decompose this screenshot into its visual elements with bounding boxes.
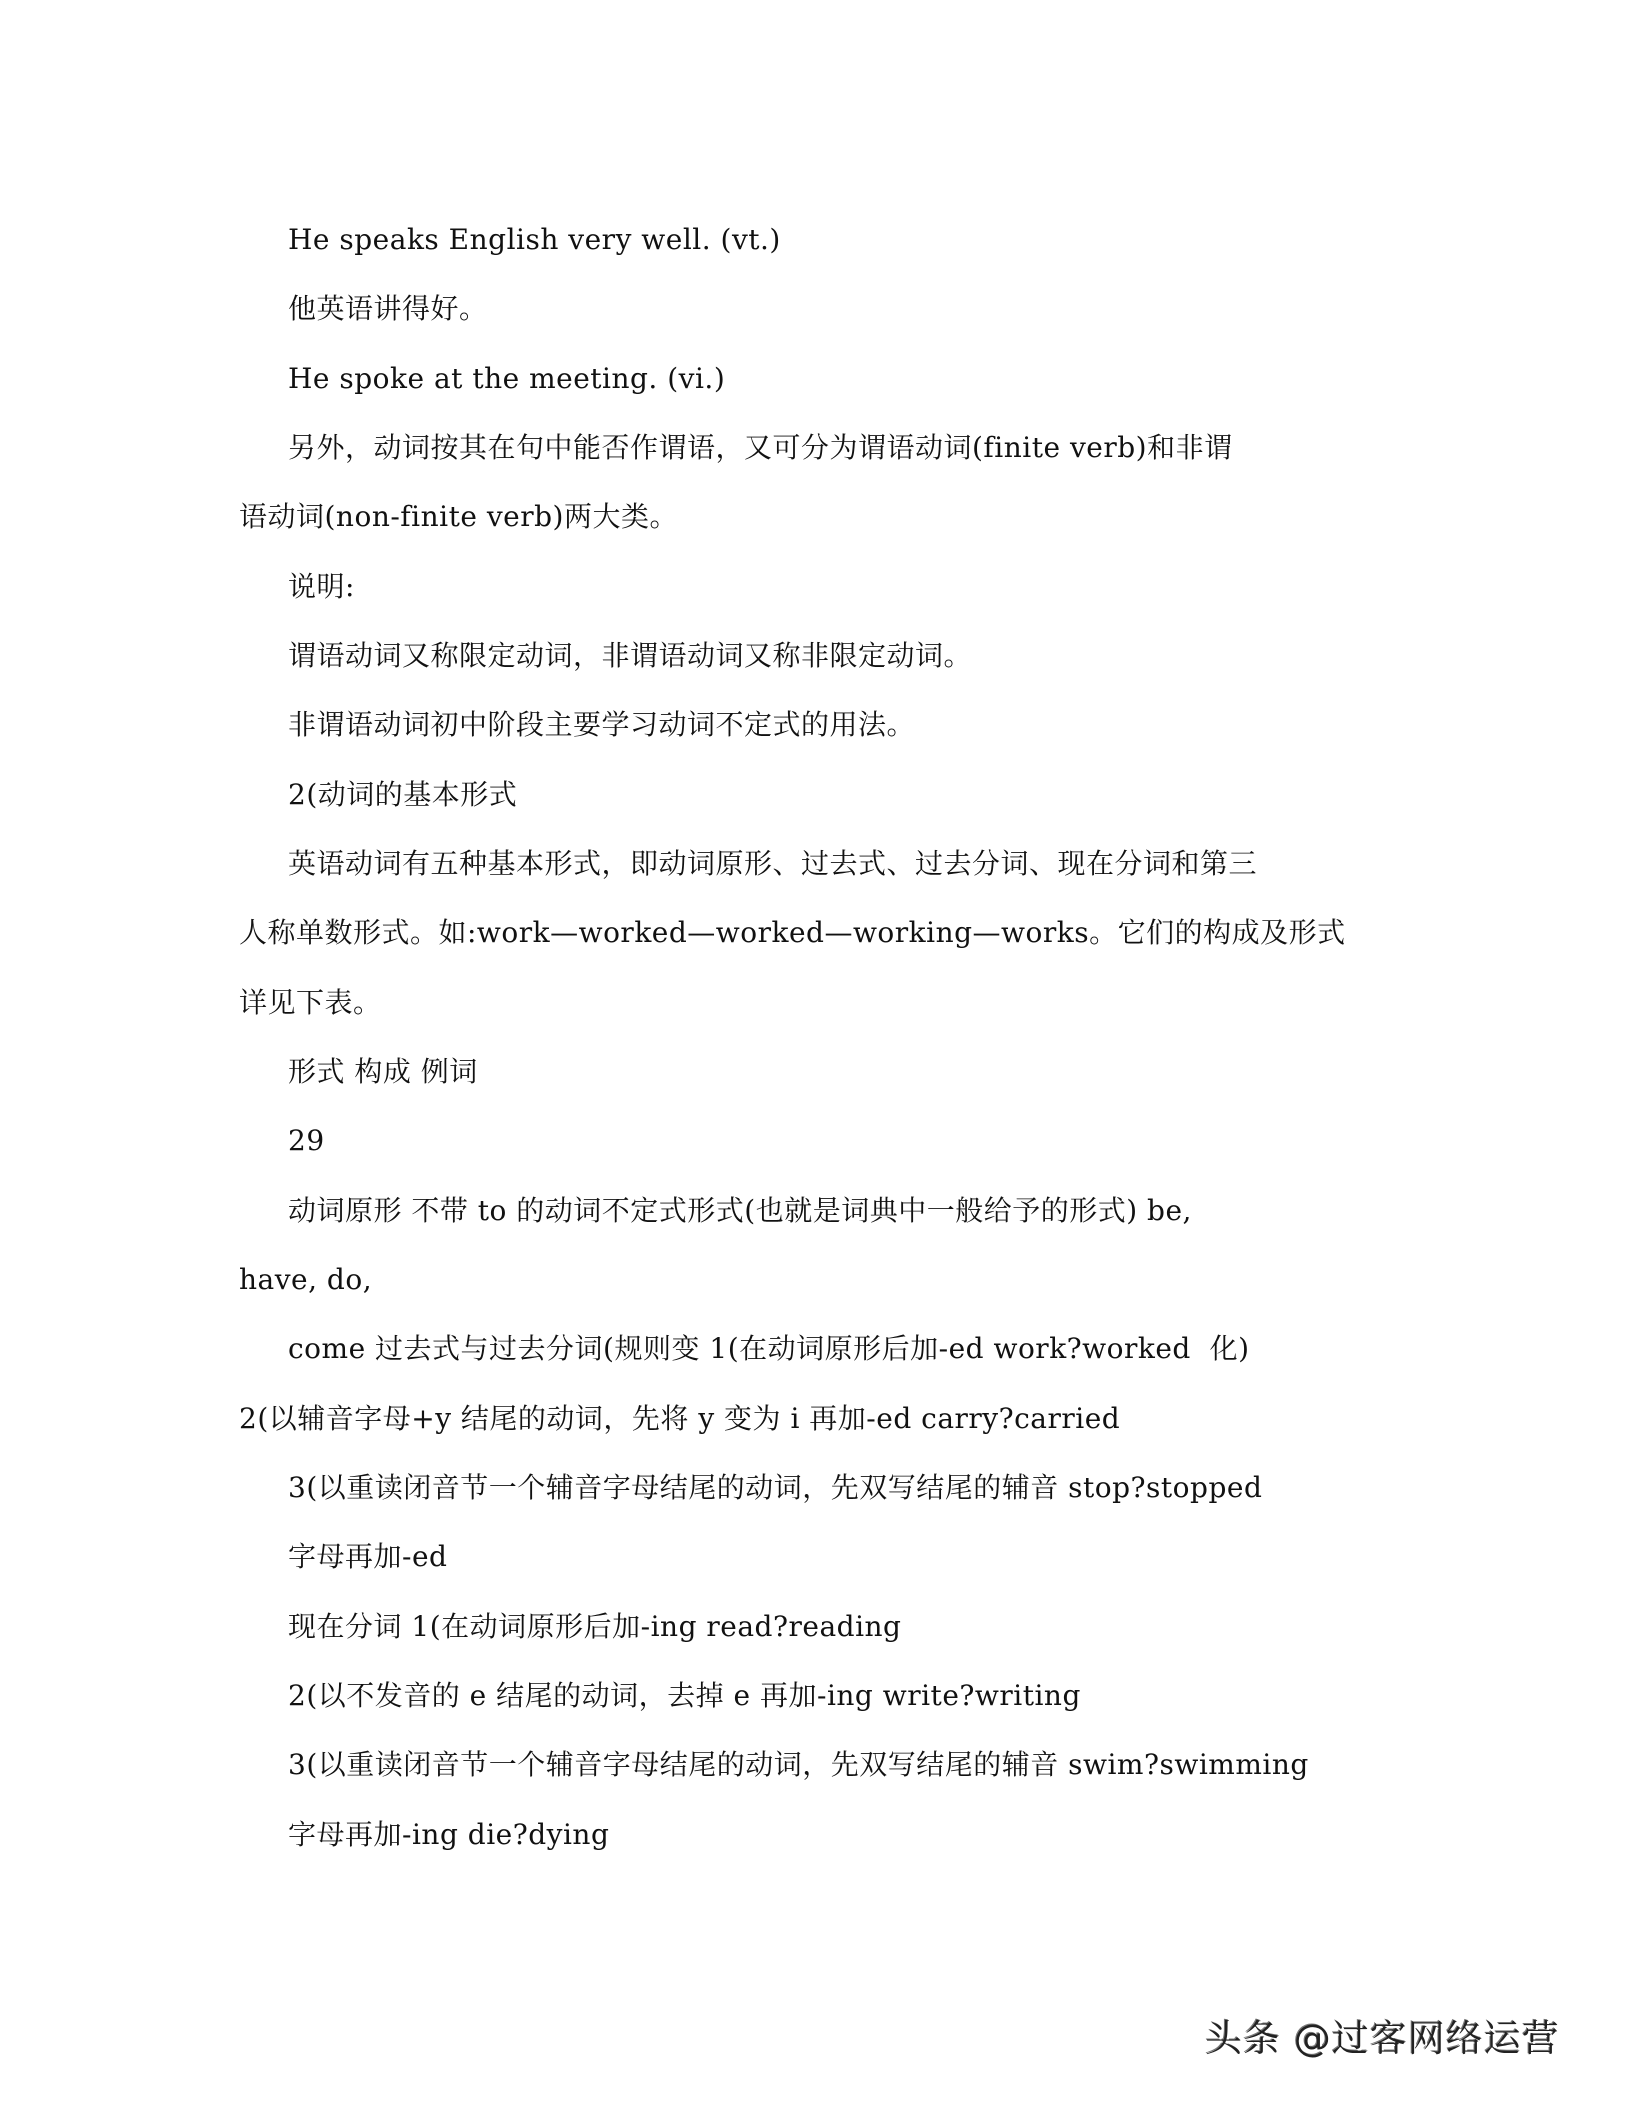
text-line: come 过去式与过去分词(规则变 1(在动词原形后加-ed work?worked 化) (288, 1332, 1250, 1366)
text-line: 英语动词有五种基本形式，即动词原形、过去式、过去分词、现在分词和第三 (288, 846, 1258, 880)
text-line: 他英语讲得好。 (288, 292, 488, 326)
text-line: 谓语动词又称限定动词，非谓语动词又称非限定动词。 (288, 638, 973, 672)
text-line: 现在分词 1(在动词原形后加-ing read?reading (288, 1609, 902, 1643)
text-line: 2(以不发音的 e 结尾的动词，去掉 e 再加-ing write?writing (288, 1678, 1081, 1712)
document-body (239, 205, 1399, 1869)
text-line: 另外，动词按其在句中能否作谓语，又可分为谓语动词(finite verb)和非谓 (288, 430, 1233, 464)
text-line: 2(动词的基本形式 (288, 777, 518, 811)
text-line: 形式 构成 例词 (288, 1054, 478, 1088)
text-line: 3(以重读闭音节一个辅音字母结尾的动词，先双写结尾的辅音 swim?swimming (288, 1748, 1309, 1782)
watermark: 头条 @过客网络运营 (1205, 2017, 1560, 2060)
text-line: 2(以辅音字母+y 结尾的动词，先将 y 变为 i 再加-ed carry?carried (239, 1401, 1121, 1435)
text-line: 字母再加-ing die?dying (288, 1817, 610, 1851)
text-line: 说明: (288, 569, 355, 603)
text-line: 非谓语动词初中阶段主要学习动词不定式的用法。 (288, 708, 916, 742)
text-line: 字母再加-ed (288, 1540, 448, 1574)
text-line: 详见下表。 (239, 985, 382, 1019)
text-line: 3(以重读闭音节一个辅音字母结尾的动词，先双写结尾的辅音 stop?stopped (288, 1470, 1263, 1504)
text-line: 语动词(non-finite verb)两大类。 (239, 500, 678, 534)
text-line: He speaks English very well. (vt.) (288, 223, 781, 256)
text-line: 29 (288, 1124, 325, 1158)
text-line: have, do, (239, 1262, 373, 1296)
text-line: He spoke at the meeting. (vi.) (288, 361, 726, 395)
text-line: 动词原形 不带 to 的动词不定式形式(也就是词典中一般给予的形式) be, (288, 1193, 1192, 1227)
text-line: 人称单数形式。如:work—worked—worked—working—works。它们的构成及形式 (239, 916, 1346, 950)
